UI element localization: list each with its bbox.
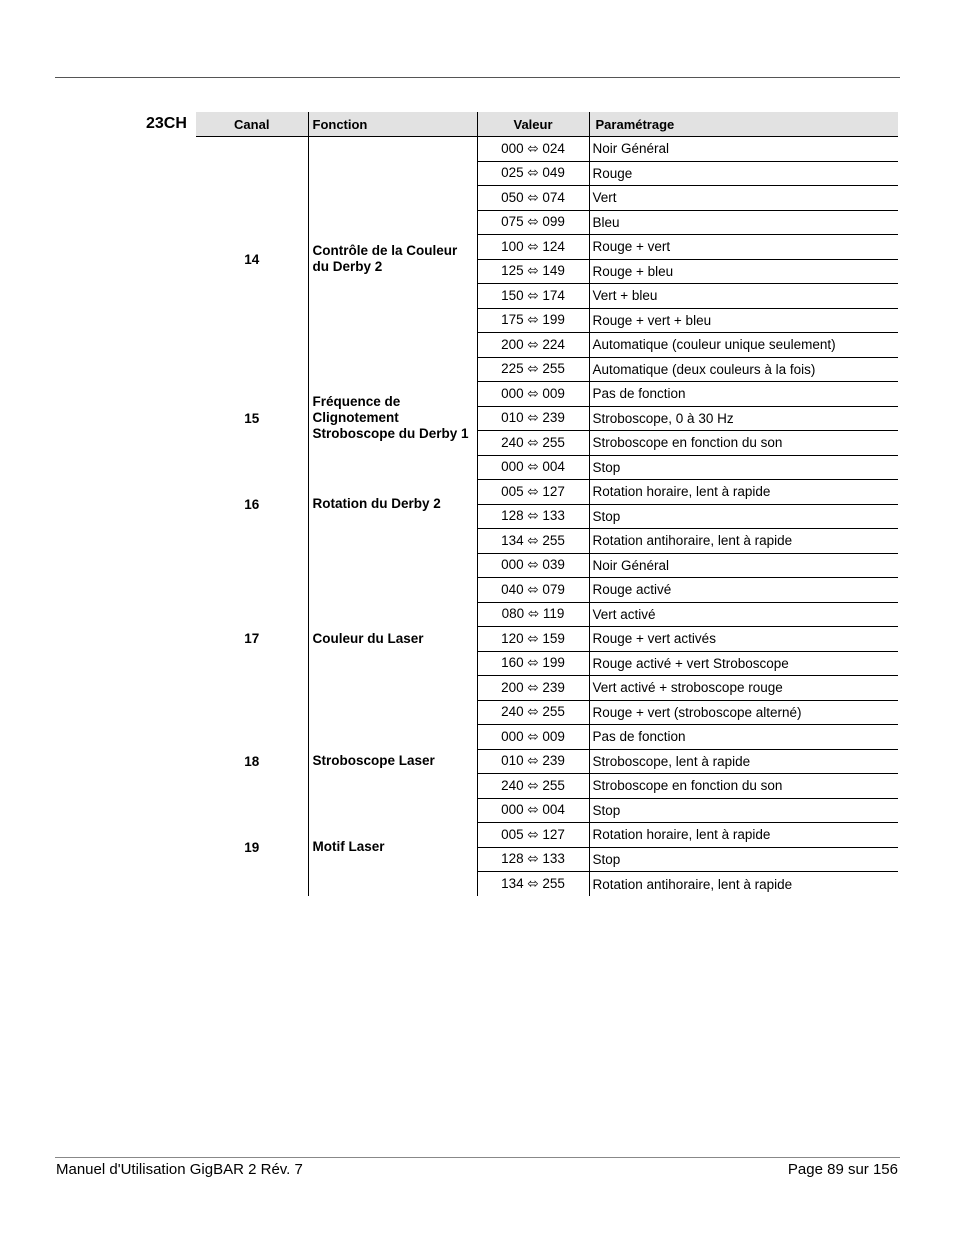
parametrage-cell: Rouge bbox=[589, 161, 898, 186]
dmx-channel-table bbox=[196, 112, 898, 896]
valeur-cell: 150 ⬄ 174 bbox=[477, 284, 589, 309]
valeur-cell: 175 ⬄ 199 bbox=[477, 308, 589, 333]
parametrage-cell: Rotation antihoraire, lent à rapide bbox=[592, 876, 793, 892]
parametrage-cell: Rouge activé + vert Stroboscope bbox=[589, 651, 898, 676]
channel-group bbox=[196, 553, 898, 725]
parametrage-cell: Rouge + vert + bleu bbox=[589, 308, 898, 333]
channel-group bbox=[196, 137, 898, 382]
parametrage-cell: Automatique (couleur unique seulement) bbox=[589, 333, 898, 358]
canal-cell: 17 bbox=[196, 553, 308, 725]
fonction-cell: Motif Laser bbox=[308, 798, 477, 896]
valeur-cell: 010 ⬄ 239 bbox=[477, 749, 589, 774]
parametrage-cell: Stroboscope, 0 à 30 Hz bbox=[589, 406, 898, 431]
valeur-cell: 225 ⬄ 255 bbox=[477, 357, 589, 382]
valeur-cell: 005 ⬄ 127 bbox=[477, 823, 589, 848]
parametrage-cell: Bleu bbox=[589, 210, 898, 235]
fonction-cell: Fréquence de Clignotement Stroboscope du Derby 1 bbox=[308, 382, 477, 456]
parametrage-cell: Rouge + vert (stroboscope alterné) bbox=[589, 700, 898, 725]
channel-group bbox=[196, 382, 898, 456]
parametrage-cell: Vert activé bbox=[589, 602, 898, 627]
table-row bbox=[196, 382, 898, 407]
header-rule bbox=[55, 77, 900, 78]
fonction-cell: Rotation du Derby 2 bbox=[308, 455, 477, 553]
valeur-cell: 050 ⬄ 074 bbox=[477, 186, 589, 211]
header-canal: Canal bbox=[196, 112, 308, 137]
parametrage-cell: Rotation horaire, lent à rapide bbox=[589, 480, 898, 505]
table-row bbox=[196, 137, 898, 162]
footer-rule bbox=[55, 1157, 900, 1158]
fonction-cell: Couleur du Laser bbox=[308, 553, 477, 725]
valeur-cell: 125 ⬄ 149 bbox=[477, 259, 589, 284]
parametrage-cell: Rouge + vert bbox=[589, 235, 898, 260]
parametrage-cell: Stop bbox=[589, 798, 898, 823]
valeur-cell: 025 ⬄ 049 bbox=[477, 161, 589, 186]
parametrage-cell: Stroboscope, lent à rapide bbox=[589, 749, 898, 774]
table-row bbox=[196, 725, 898, 750]
valeur-cell: 200 ⬄ 239 bbox=[477, 676, 589, 701]
footer-document-title: Manuel d'Utilisation GigBAR 2 Rév. 7 bbox=[56, 1161, 303, 1178]
valeur-cell: 240 ⬄ 255 bbox=[477, 700, 589, 725]
parametrage-cell: Stroboscope en fonction du son bbox=[589, 431, 898, 456]
valeur-cell: 120 ⬄ 159 bbox=[477, 627, 589, 652]
valeur-cell: 000 ⬄ 009 bbox=[477, 725, 589, 750]
footer-page-number: Page 89 sur 156 bbox=[787, 1161, 898, 1178]
valeur-cell: 134 ⬄ 255 bbox=[477, 529, 589, 554]
canal-cell: 16 bbox=[196, 455, 308, 553]
parametrage-cell: Stop bbox=[589, 455, 898, 480]
parametrage-cell: Rouge + vert activés bbox=[589, 627, 898, 652]
parametrage-cell: Noir Général bbox=[589, 137, 898, 162]
parametrage-cell: Stop bbox=[589, 847, 898, 872]
channel-group bbox=[196, 798, 898, 896]
parametrage-cell: Rotation antihoraire, lent à rapide bbox=[589, 529, 898, 554]
valeur-cell: 000 ⬄ 009 bbox=[477, 382, 589, 407]
canal-cell: 14 bbox=[196, 137, 308, 382]
canal-cell: 15 bbox=[196, 382, 308, 456]
canal-cell: 19 bbox=[196, 798, 308, 896]
valeur-cell: 128 ⬄ 133 bbox=[477, 847, 589, 872]
valeur-cell: 128 ⬄ 133 bbox=[477, 504, 589, 529]
valeur-cell: 080 ⬄ 119 bbox=[477, 602, 589, 627]
parametrage-cell: Vert + bleu bbox=[589, 284, 898, 309]
table-header-row bbox=[196, 112, 898, 137]
valeur-cell: 040 ⬄ 079 bbox=[477, 578, 589, 603]
header-parametrage: Paramétrage bbox=[589, 112, 898, 137]
valeur-cell: 160 ⬄ 199 bbox=[477, 651, 589, 676]
channel-mode-label: 23CH bbox=[146, 115, 187, 132]
canal-cell: 18 bbox=[196, 725, 308, 799]
parametrage-cell: Rotation horaire, lent à rapide bbox=[589, 823, 898, 848]
parametrage-cell: Rouge activé bbox=[589, 578, 898, 603]
parametrage-cell: Vert bbox=[589, 186, 898, 211]
table-row bbox=[196, 798, 898, 823]
channel-group bbox=[196, 725, 898, 799]
header-fonction: Fonction bbox=[308, 112, 477, 137]
parametrage-cell: Noir Général bbox=[589, 553, 898, 578]
parametrage-cell: Rouge + bleu bbox=[589, 259, 898, 284]
parametrage-cell: Stop bbox=[589, 504, 898, 529]
valeur-cell: 000 ⬄ 024 bbox=[477, 137, 589, 162]
table-row bbox=[196, 455, 898, 480]
fonction-cell: Contrôle de la Couleur du Derby 2 bbox=[308, 137, 477, 382]
valeur-cell: 100 ⬄ 124 bbox=[477, 235, 589, 260]
valeur-cell: 010 ⬄ 239 bbox=[477, 406, 589, 431]
header-valeur: Valeur bbox=[477, 112, 589, 137]
valeur-cell: 005 ⬄ 127 bbox=[477, 480, 589, 505]
valeur-cell: 240 ⬄ 255 bbox=[477, 431, 589, 456]
valeur-cell: 200 ⬄ 224 bbox=[477, 333, 589, 358]
valeur-cell: 000 ⬄ 004 bbox=[477, 455, 589, 480]
table-row bbox=[196, 553, 898, 578]
valeur-cell: 240 ⬄ 255 bbox=[477, 774, 589, 799]
parametrage-cell: Pas de fonction bbox=[589, 725, 898, 750]
valeur-cell: 134 ⬄ 255 bbox=[477, 872, 589, 897]
fonction-cell: Stroboscope Laser bbox=[308, 725, 477, 799]
parametrage-cell: Vert activé + stroboscope rouge bbox=[589, 676, 898, 701]
channel-group bbox=[196, 455, 898, 553]
valeur-cell: 000 ⬄ 004 bbox=[477, 798, 589, 823]
parametrage-cell: Stroboscope en fonction du son bbox=[589, 774, 898, 799]
parametrage-cell: Pas de fonction bbox=[589, 382, 898, 407]
valeur-cell: 000 ⬄ 039 bbox=[477, 553, 589, 578]
valeur-cell: 075 ⬄ 099 bbox=[477, 210, 589, 235]
parametrage-cell: Automatique (deux couleurs à la fois) bbox=[589, 357, 898, 382]
